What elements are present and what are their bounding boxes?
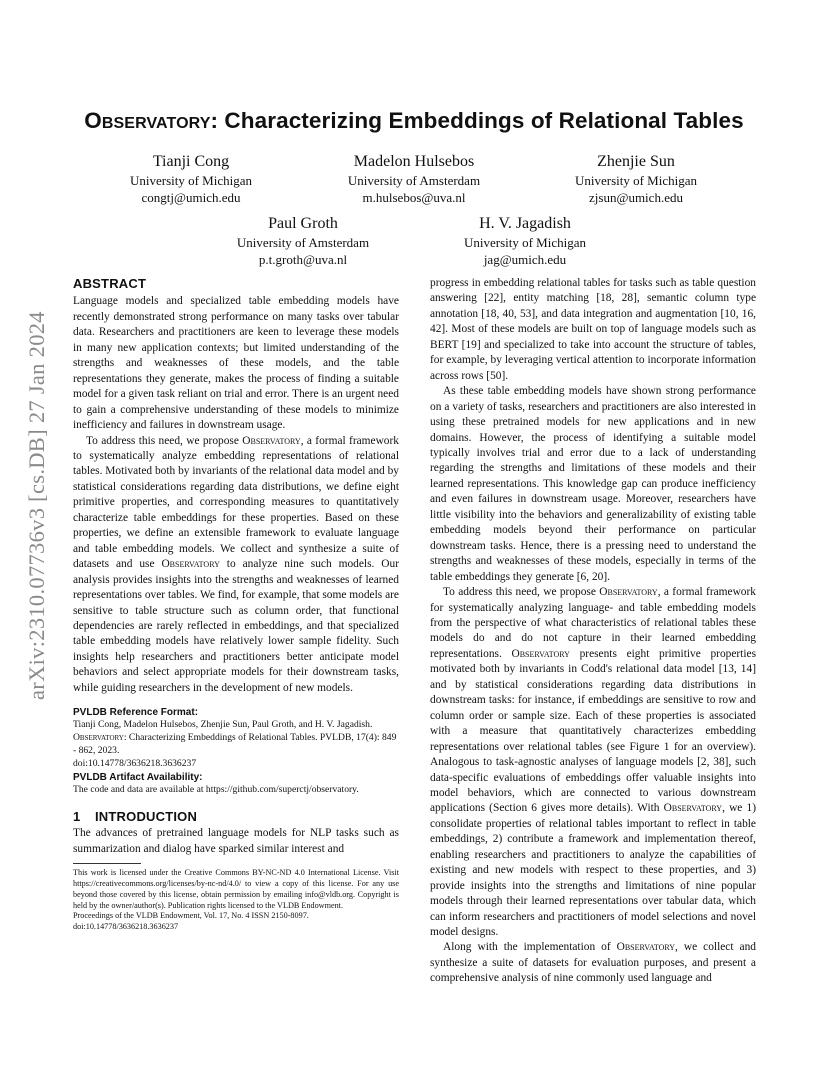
author-name: Zhenjie Sun [597,153,675,170]
right-column [430,276,756,987]
abstract-paragraph: Language models and specialized table embedding models have recently demonstrated strong performance on many tasks over tabular data. Researchers and practitioners are keen to leverage these models in many new application contexts; but limited understanding of the strengths and weaknesses of these models, and the table representations they generate, makes the process of finding a suitable model for a given task reliant on trial and error. There is an urgent need to gain a comprehensive understanding of these models to minimize inefficiency and failures in downstream usage. [73,295,399,432]
footnote-proceedings: Proceedings of the VLDB Endowment, Vol. 17, No. 4 ISSN 2150-8097. [73,911,309,921]
system-name: Observatory [616,941,676,954]
system-name: Observatory [599,586,658,599]
reference-doi: doi:10.14778/3636218.3636237 [73,757,197,769]
title-system-name: Observatory [84,108,211,133]
system-name: Observatory [73,732,124,744]
author-name: H. V. Jagadish [479,215,571,232]
author-affiliation: University of Amsterdam [236,235,370,250]
intro-paragraph: The advances of pretrained language models for NLP tasks such as summarization and dialog have sparked similar interest and [73,827,399,855]
body-paragraph: As these table embedding models have shown strong performance on a variety of tasks, researchers and practitioners are also interested in using these pretrained models for new applications and in new domains. However, the process of identifying a suitable model typically involves trial and error due to a lack of understanding regarding the strengths and limitations of these models and their learned representations. This knowledge gap can produce inefficiency and even failures in downstream usage. Moreover, researchers have little visibility into the behaviors and generalizability of existing table embedding models beyond their performance on particular downstream tasks. Hence, there is a pressing need to understand the strengths and weaknesses of these models, especially in terms of the table embeddings they generate [6, 20]. [430,385,756,583]
author-block [193,214,413,268]
body-text: , we 1) consolidate properties of relational tables important to reflect in table embeddings, 2) contribute a framework and implementation thereof, enabling researchers and practitioners to analyze the capabilities of existing and new models with respect to these properties, and 3) provide insights into the strengths and limitations of nine popular models through their learned representations over tabular data, which can inform researchers and practitioners of model selections and novel model designs. [430,802,756,939]
author-email: m.hulsebos@uva.nl [362,190,466,205]
footnote-license: This work is licensed under the Creative Commons BY-NC-ND 4.0 International License. Visit https://creativecommons.org/licenses/by-nc-nd/4.0/ to view a copy of this license. For any use beyond those covered by this license, obtain permission by emailing info@vldb.org. Copyright is held by the owner/author(s). Publication rights licensed to the VLDB Endowment. [73,868,399,910]
system-name: Observatory [161,558,220,571]
author-affiliation: University of Michigan [463,235,587,250]
paper-title [0,108,828,134]
title-rest: : Characterizing Embeddings of Relational Tables [210,108,744,133]
reference-text: Tianji Cong, Madelon Hulsebos, Zhenjie Sun, Paul Groth, and H. V. Jagadish. [73,719,373,731]
reference-format-heading: PVLDB Reference Format: [73,707,199,719]
author-block [81,152,301,206]
abstract-text: To address this need, we propose [86,434,243,447]
author-block [415,214,635,268]
author-affiliation: University of Amsterdam [347,173,481,188]
artifact-text: The code and data are available at https://github.com/superctj/observatory. [73,783,359,795]
artifact-heading: PVLDB Artifact Availability: [73,771,203,783]
body-text: To address this need, we propose [443,586,600,599]
abstract-paragraph [73,434,399,697]
footnote-rule [73,863,141,864]
system-name: Observatory [242,434,301,447]
body-text: , a formal framework for systematically analyzing language- and table embedding models from the perspective of what characteristics of relational tables these models do and do not capture in their learned embedding representations. [430,586,756,660]
section-heading [73,809,399,824]
author-email: zjsun@umich.edu [589,190,683,205]
body-paragraph: progress in embedding relational tables for tasks such as table question answering [22], entity matching [18, 28], semantic column type annotation [18, 40, 53], and data integration and augmentation [10, 16, 42]. Most of these models are built on top of language models such as BERT [19] and specialized to take into account the structure of tables, for example, by leveraging vertical attention to incorporate information across rows [50]. [430,277,756,382]
body-text: presents eight primitive properties motivated both by invariants in Codd's relational data model [13, 14] and by statistical considerations regarding data distributions in downstream tasks: for instance, if embeddings are sensitive to row and column order or sample size. Each of these properties is associated with a measure that quantitatively characterizes embedding representations over relational tables (see Figure 1 for an overview). Analogous to task-agnostic analyses of language models [2, 38], such data-specific evaluations of embeddings offer valuable insights into model behaviors, which are connected to various downstream applications (Section 6 gives more details). With [430,647,757,815]
footnote-doi: doi:10.14778/3636218.3636237 [73,922,179,932]
author-name: Paul Groth [268,215,338,232]
arxiv-stamp: arXiv:2310.07736v3 [cs.DB] 27 Jan 2024 [24,311,49,700]
body-text: , we collect and synthesize a suite of datasets for evaluation purposes, and present a comprehensive analysis of nine commonly used language and [430,941,756,985]
abstract-text: to analyze nine such models. Our analysis provides insights into the strengths and weaknesses of learned representations over tables. We find, for example, that some models are sensitive to table structure such as column order, that functional dependencies are rarely reflected in embeddings, and that specialized table embedding models have relatively lower sample fidelity. Such insights help researchers and practitioners better anticipate model behaviors and select appropriate models for their downstream tasks, while guiding researchers in the development of new models. [73,558,399,694]
body-paragraph [430,940,756,986]
author-email: congtj@umich.edu [141,190,241,205]
section-title: INTRODUCTION [95,808,198,824]
abstract-text: , a formal framework to systematically analyze embedding representations of relational tables. Motivated both by invariants of the relational data model and by statistical considerations regarding data distributions, we define eight primitive properties, and corresponding measures to quantitatively characterize table embeddings for these properties. Based on these properties, we define an extensible framework to evaluate language and table embedding models. We collect and synthesize a suite of datasets and use [73,434,399,571]
abstract-heading: ABSTRACT [73,276,147,291]
body-text: Along with the implementation of [443,941,617,954]
section-number: 1 [73,808,81,824]
author-block [304,152,524,206]
author-email: jag@umich.edu [483,252,567,267]
body-paragraph [430,585,756,940]
system-name: Observatory [663,802,723,815]
author-affiliation: University of Michigan [129,173,253,188]
reference-format-text [73,719,399,771]
author-name: Madelon Hulsebos [353,153,475,170]
author-block [526,152,746,206]
author-name: Tianji Cong [152,153,230,170]
reference-text: : Characterizing Embeddings of Relational Tables. PVLDB, 17(4): 849 - 862, 2023. [73,732,397,757]
author-email: p.t.groth@uva.nl [258,252,348,267]
system-name: Observatory [511,647,570,660]
left-column [73,276,399,933]
author-affiliation: University of Michigan [574,173,698,188]
